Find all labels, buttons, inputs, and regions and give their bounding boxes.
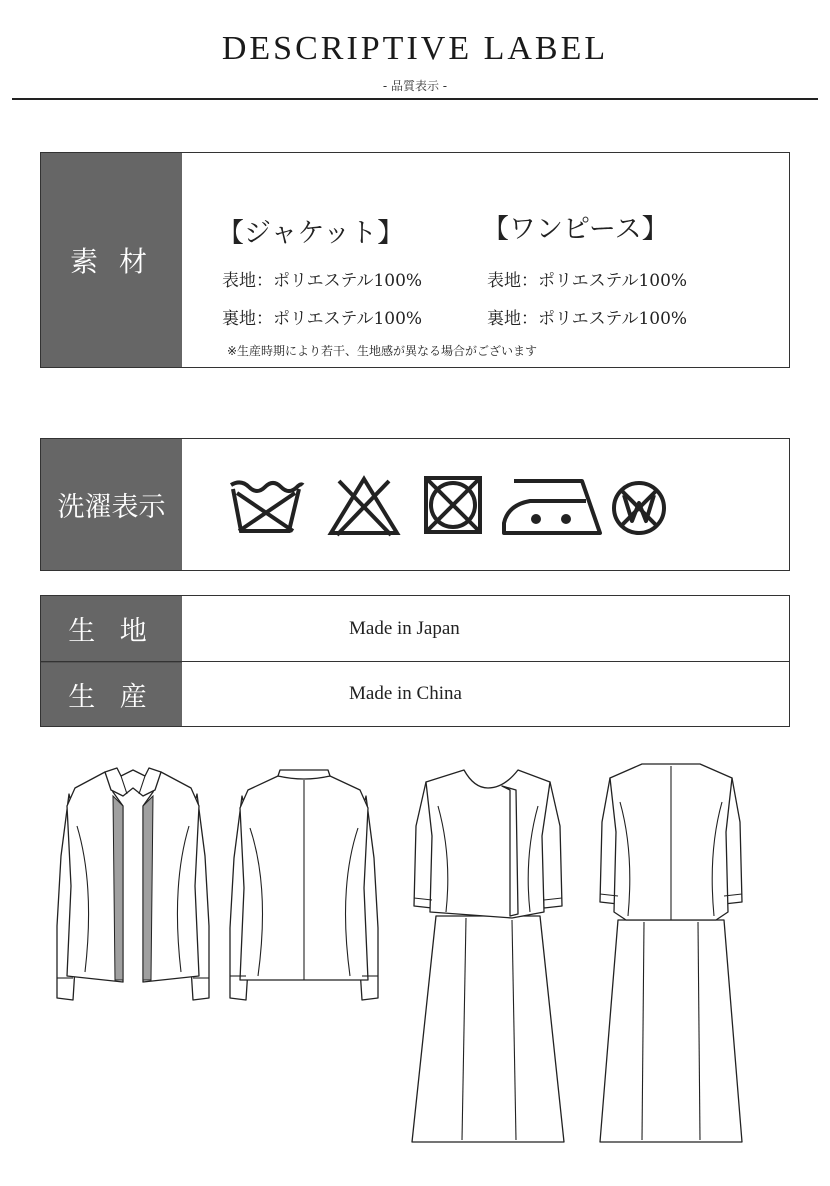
- care-panel: [40, 438, 790, 571]
- production-origin-value: Made in China: [349, 683, 462, 704]
- jacket-heading: 【ジャケット】: [217, 218, 405, 249]
- care-label: 洗濯表示: [41, 439, 182, 570]
- fabric-origin-label: 生 地: [41, 596, 182, 661]
- fabric-origin-value: Made in Japan: [349, 617, 460, 639]
- production-origin-row: [40, 662, 790, 727]
- dress-lining-fabric: 裏地：ポリエステル100%: [487, 309, 688, 329]
- jacket-front-sketch: [55, 766, 211, 1006]
- jacket-back-sketch: [226, 768, 382, 1004]
- no-hand-wash-icon: [227, 479, 305, 537]
- jacket-lining-fabric: 裏地：ポリエステル100%: [222, 309, 423, 329]
- dress-outer-fabric: 表地：ポリエステル100%: [487, 271, 688, 291]
- page-subtitle: - 品質表示 -: [382, 79, 448, 93]
- no-wet-clean-icon: [610, 479, 668, 537]
- jacket-outer-fabric: 表地：ポリエステル100%: [222, 271, 423, 291]
- dress-back-sketch: [596, 762, 746, 1146]
- page-title: DESCRIPTIVE LABEL: [221, 30, 609, 67]
- dress-heading: 【ワンピース】: [482, 214, 669, 245]
- header-rule: [12, 98, 818, 100]
- materials-label: 素 材: [41, 153, 182, 367]
- page-header: [0, 0, 830, 110]
- production-origin-label: 生 産: [41, 662, 182, 726]
- no-tumble-dry-icon: [422, 474, 484, 536]
- iron-medium-icon: [500, 477, 604, 537]
- no-bleach-icon: [327, 475, 401, 537]
- materials-note: ※生産時期により若干、生地感が異なる場合がございます: [227, 344, 538, 358]
- fabric-origin-row: [40, 595, 790, 662]
- dress-front-sketch: [408, 766, 568, 1146]
- materials-panel: [40, 152, 790, 368]
